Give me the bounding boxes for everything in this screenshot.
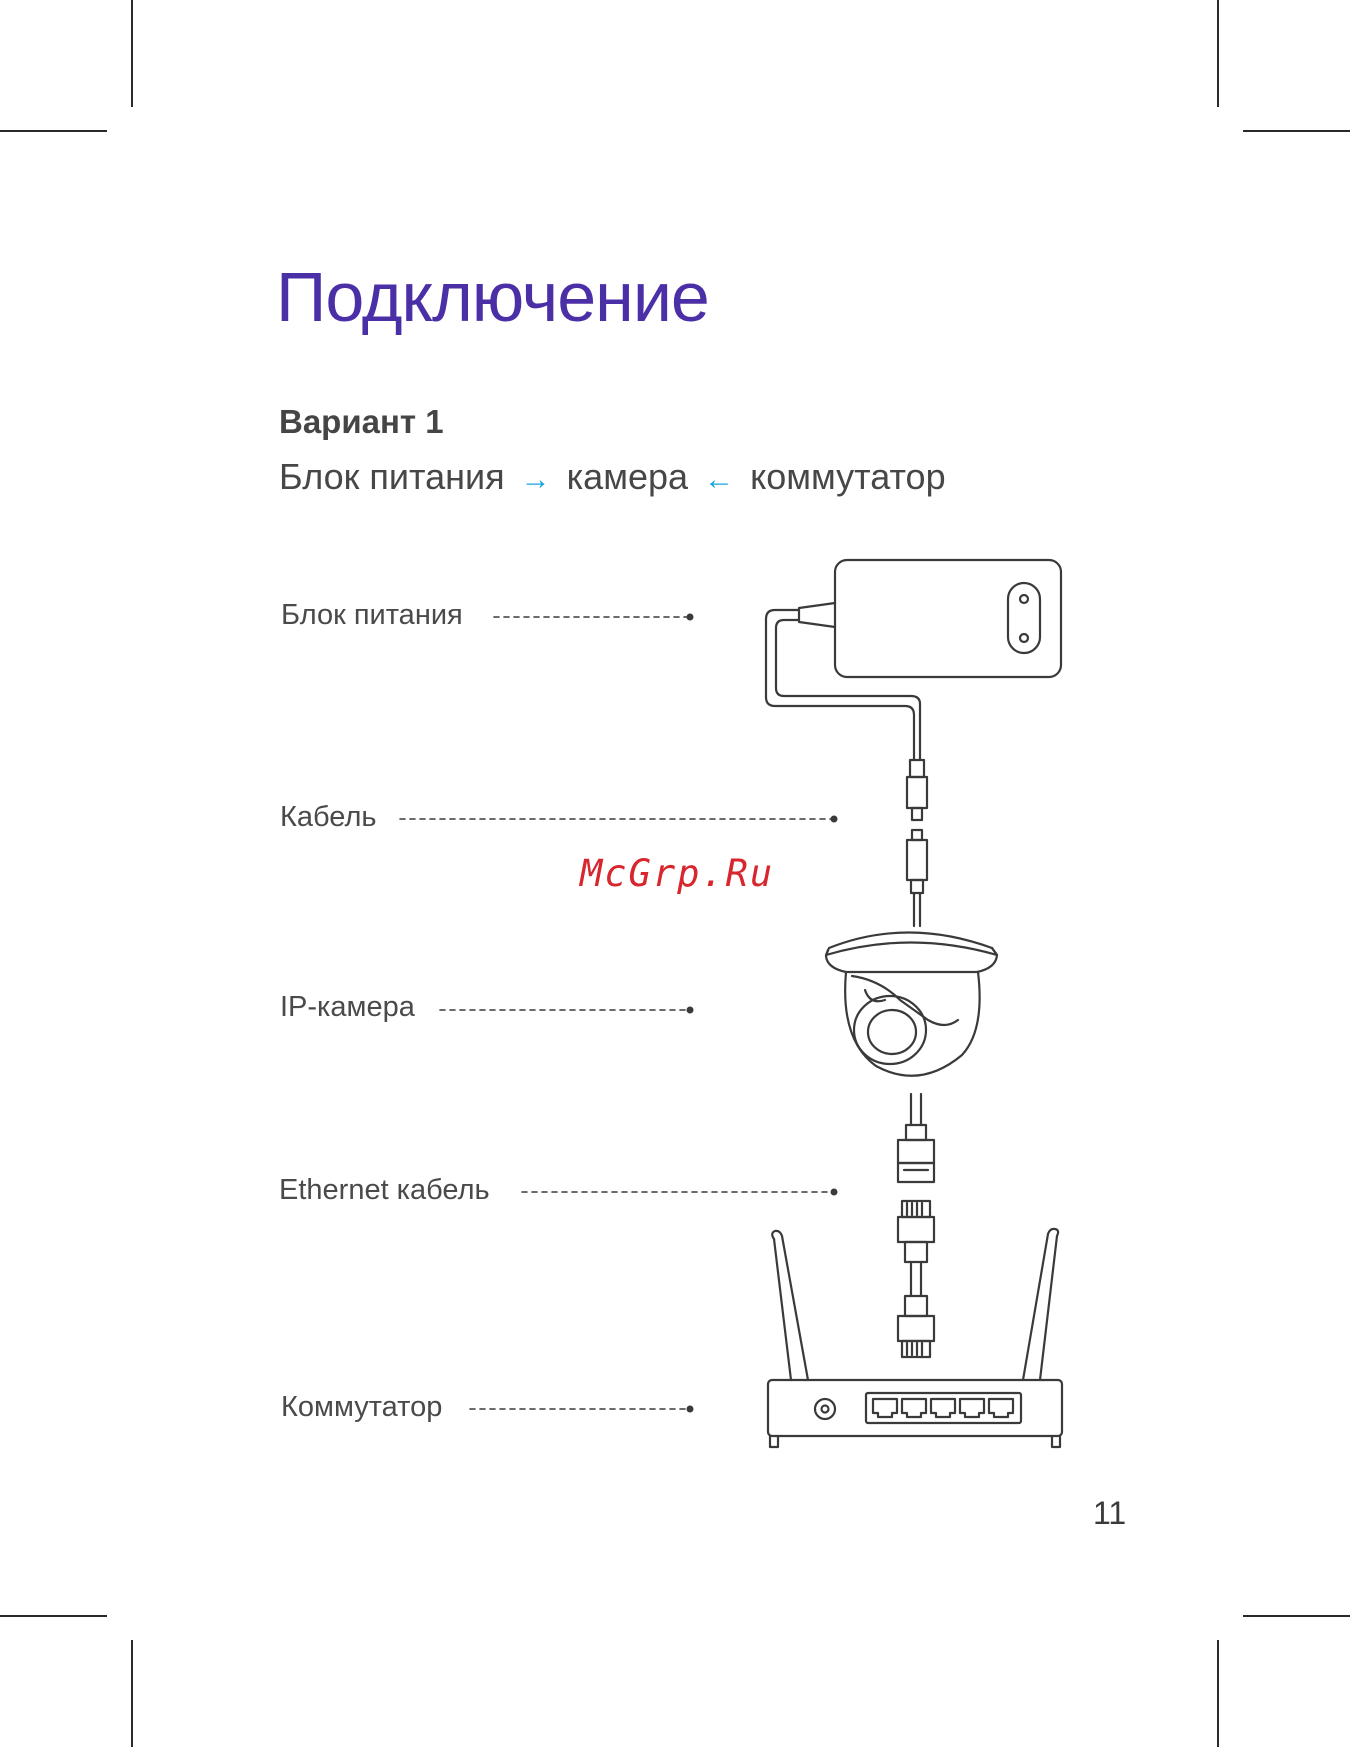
- leader-lines: [400, 617, 832, 1409]
- page-number: 11: [1093, 1495, 1127, 1531]
- page-title: Подключение: [276, 258, 709, 336]
- chain-camera: камера: [566, 456, 689, 497]
- chain-power-supply: Блок питания: [279, 456, 505, 497]
- power-supply-icon: [766, 560, 1061, 820]
- camera-ethernet-connector-icon: [898, 1094, 934, 1182]
- label-power-supply: Блок питания: [281, 599, 463, 631]
- label-ip-camera: IP-камера: [280, 991, 415, 1023]
- leader-dots: [687, 614, 838, 1413]
- watermark-text: McGrp.Ru: [580, 852, 775, 895]
- label-ethernet-cable: Ethernet кабель: [279, 1174, 490, 1206]
- label-switch: Коммутатор: [281, 1391, 443, 1423]
- ip-camera-icon: [826, 933, 997, 1076]
- label-cable: Кабель: [280, 801, 377, 833]
- arrow-left-icon: ←: [704, 463, 735, 496]
- ethernet-cable-icon: [898, 1201, 934, 1357]
- chain-switch: коммутатор: [750, 456, 946, 497]
- arrow-right-icon: →: [520, 463, 551, 496]
- camera-dc-connector-icon: [907, 830, 927, 926]
- variant-heading: Вариант 1: [279, 403, 444, 440]
